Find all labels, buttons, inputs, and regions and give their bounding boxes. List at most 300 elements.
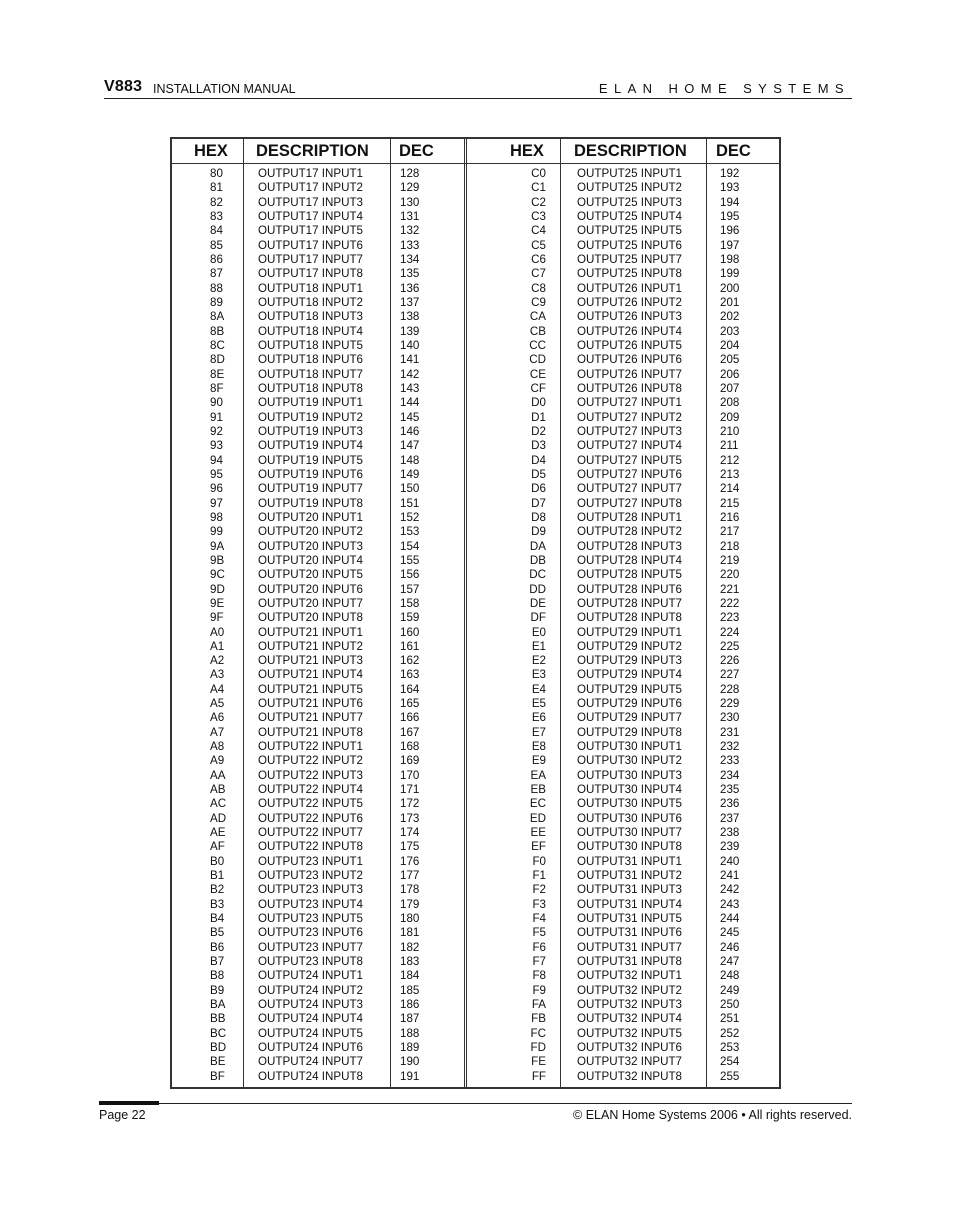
- hex-cell: B7: [210, 955, 225, 969]
- dec-cell: 145: [400, 410, 420, 424]
- hex-cell: FC: [530, 1026, 546, 1040]
- dec-cell: 203: [720, 324, 740, 338]
- description-cell: OUTPUT25 INPUT2: [577, 181, 683, 195]
- dec-cell: 227: [720, 668, 740, 682]
- description-cell: OUTPUT28 INPUT7: [577, 596, 683, 610]
- table-split-divider: [464, 139, 467, 1087]
- dec-cell: 171: [400, 783, 420, 797]
- description-cell: OUTPUT18 INPUT7: [258, 367, 364, 381]
- dec-cell: 233: [720, 754, 740, 768]
- dec-cell: 245: [720, 926, 740, 940]
- dec-cell: 236: [720, 797, 740, 811]
- description-cell: OUTPUT26 INPUT1: [577, 281, 683, 295]
- description-cell: OUTPUT21 INPUT1: [258, 625, 364, 639]
- dec-cell: 223: [720, 611, 740, 625]
- hex-cell: 80: [210, 167, 223, 180]
- header-hex-left: HEX: [194, 142, 228, 160]
- description-cell: OUTPUT20 INPUT6: [258, 582, 364, 596]
- description-cell: OUTPUT32 INPUT6: [577, 1041, 683, 1055]
- right-dec-column: [720, 167, 739, 1084]
- dec-cell: 152: [400, 510, 420, 524]
- description-cell: OUTPUT17 INPUT8: [258, 267, 364, 281]
- hex-cell: E3: [531, 668, 546, 682]
- description-cell: OUTPUT23 INPUT8: [258, 955, 364, 969]
- description-cell: OUTPUT23 INPUT5: [258, 912, 364, 926]
- dec-cell: 255: [720, 1069, 740, 1083]
- hex-cell: B5: [210, 926, 225, 940]
- hex-cell: AF: [210, 840, 225, 854]
- description-cell: OUTPUT17 INPUT1: [258, 167, 364, 180]
- hex-cell: E0: [531, 625, 546, 639]
- description-cell: OUTPUT24 INPUT5: [258, 1026, 364, 1040]
- dec-cell: 196: [720, 224, 740, 238]
- dec-cell: 229: [720, 697, 740, 711]
- dec-cell: 254: [720, 1055, 740, 1069]
- hex-cell: 82: [210, 195, 223, 209]
- dec-cell: 228: [720, 682, 740, 696]
- description-cell: OUTPUT30 INPUT4: [577, 783, 683, 797]
- dec-cell: 200: [720, 281, 740, 295]
- dec-cell: 151: [400, 496, 420, 510]
- hex-cell: B6: [210, 940, 225, 954]
- column-divider: [560, 139, 561, 1087]
- dec-cell: 184: [400, 969, 420, 983]
- dec-cell: 135: [400, 267, 420, 281]
- dec-cell: 199: [720, 267, 740, 281]
- dec-cell: 181: [400, 926, 420, 940]
- hex-cell: CC: [529, 338, 546, 352]
- dec-cell: 230: [720, 711, 740, 725]
- dec-cell: 194: [720, 195, 740, 209]
- hex-cell: 9D: [210, 582, 225, 596]
- hex-cell: E1: [531, 639, 546, 653]
- description-cell: OUTPUT23 INPUT1: [258, 854, 364, 868]
- description-cell: OUTPUT21 INPUT2: [258, 639, 364, 653]
- page-number: Page 22: [99, 1108, 146, 1122]
- hex-cell: 97: [210, 496, 223, 510]
- hex-cell: A0: [210, 625, 225, 639]
- hex-cell: 87: [210, 267, 223, 281]
- dec-cell: 164: [400, 682, 420, 696]
- description-cell: OUTPUT26 INPUT3: [577, 310, 683, 324]
- dec-cell: 154: [400, 539, 420, 553]
- dec-cell: 148: [400, 453, 420, 467]
- dec-cell: 187: [400, 1012, 420, 1026]
- dec-cell: 149: [400, 467, 420, 481]
- hex-cell: 9B: [210, 553, 225, 567]
- hex-cell: 95: [210, 467, 223, 481]
- dec-cell: 173: [400, 811, 420, 825]
- left-dec-column: [400, 167, 419, 1084]
- description-cell: OUTPUT18 INPUT1: [258, 281, 364, 295]
- hex-cell: B0: [210, 854, 225, 868]
- hex-cell: D3: [531, 439, 546, 453]
- hex-cell: 8B: [210, 324, 225, 338]
- dec-cell: 206: [720, 367, 740, 381]
- description-cell: OUTPUT19 INPUT5: [258, 453, 364, 467]
- hex-cell: AA: [210, 768, 226, 782]
- copyright-notice: © ELAN Home Systems 2006 • All rights reserved.: [573, 1108, 852, 1122]
- hex-cell: BF: [210, 1069, 225, 1083]
- hex-cell: E8: [531, 740, 546, 754]
- dec-cell: 252: [720, 1026, 740, 1040]
- dec-cell: 132: [400, 224, 420, 238]
- dec-cell: 212: [720, 453, 740, 467]
- hex-cell: E5: [531, 697, 546, 711]
- hex-cell: DF: [530, 611, 546, 625]
- hex-cell: 99: [210, 525, 223, 539]
- description-cell: OUTPUT23 INPUT3: [258, 883, 364, 897]
- description-cell: OUTPUT26 INPUT4: [577, 324, 683, 338]
- dec-cell: 219: [720, 553, 740, 567]
- dec-cell: 162: [400, 654, 420, 668]
- header-description-right: DESCRIPTION: [574, 142, 687, 160]
- description-cell: OUTPUT20 INPUT3: [258, 539, 364, 553]
- header-dec-left: DEC: [399, 142, 434, 160]
- description-cell: OUTPUT28 INPUT8: [577, 611, 683, 625]
- description-cell: OUTPUT17 INPUT2: [258, 181, 364, 195]
- dec-cell: 249: [720, 983, 740, 997]
- hex-cell: 91: [210, 410, 223, 424]
- description-cell: OUTPUT22 INPUT1: [258, 740, 364, 754]
- hex-cell: CD: [529, 353, 546, 367]
- description-cell: OUTPUT30 INPUT8: [577, 840, 683, 854]
- description-cell: OUTPUT28 INPUT4: [577, 553, 683, 567]
- hex-cell: 8E: [210, 367, 225, 381]
- dec-cell: 172: [400, 797, 420, 811]
- dec-cell: 142: [400, 367, 420, 381]
- description-cell: OUTPUT22 INPUT8: [258, 840, 364, 854]
- hex-cell: F1: [532, 869, 546, 883]
- dec-cell: 190: [400, 1055, 420, 1069]
- dec-cell: 167: [400, 725, 420, 739]
- hex-cell: B4: [210, 912, 225, 926]
- dec-cell: 161: [400, 639, 420, 653]
- hex-cell: A8: [210, 740, 225, 754]
- description-cell: OUTPUT29 INPUT5: [577, 682, 683, 696]
- description-cell: OUTPUT19 INPUT2: [258, 410, 364, 424]
- hex-cell: BA: [210, 998, 226, 1012]
- hex-cell: D2: [531, 424, 546, 438]
- dec-cell: 159: [400, 611, 420, 625]
- hex-cell: BC: [210, 1026, 227, 1040]
- dec-cell: 218: [720, 539, 740, 553]
- hex-cell: BE: [210, 1055, 226, 1069]
- description-cell: OUTPUT25 INPUT5: [577, 224, 683, 238]
- hex-cell: B2: [210, 883, 225, 897]
- hex-cell: 92: [210, 424, 223, 438]
- description-cell: OUTPUT32 INPUT5: [577, 1026, 683, 1040]
- hex-cell: C7: [531, 267, 546, 281]
- hex-cell: 9A: [210, 539, 225, 553]
- hex-cell: A4: [210, 682, 225, 696]
- description-cell: OUTPUT20 INPUT8: [258, 611, 364, 625]
- dec-cell: 208: [720, 396, 740, 410]
- hex-cell: F0: [532, 854, 546, 868]
- description-cell: OUTPUT24 INPUT8: [258, 1069, 364, 1083]
- dec-cell: 174: [400, 826, 420, 840]
- dec-cell: 235: [720, 783, 740, 797]
- hex-cell: DB: [529, 553, 546, 567]
- dec-cell: 213: [720, 467, 740, 481]
- description-cell: OUTPUT30 INPUT6: [577, 811, 683, 825]
- dec-cell: 140: [400, 338, 420, 352]
- description-cell: OUTPUT17 INPUT7: [258, 252, 364, 266]
- description-cell: OUTPUT21 INPUT5: [258, 682, 364, 696]
- hex-cell: C3: [531, 209, 546, 223]
- description-cell: OUTPUT29 INPUT7: [577, 711, 683, 725]
- dec-cell: 231: [720, 725, 740, 739]
- description-cell: OUTPUT24 INPUT1: [258, 969, 364, 983]
- description-cell: OUTPUT29 INPUT8: [577, 725, 683, 739]
- dec-cell: 166: [400, 711, 420, 725]
- hex-cell: AC: [210, 797, 227, 811]
- hex-cell: D6: [531, 482, 546, 496]
- description-cell: OUTPUT25 INPUT6: [577, 238, 683, 252]
- dec-cell: 201: [720, 295, 740, 309]
- description-cell: OUTPUT19 INPUT7: [258, 482, 364, 496]
- dec-cell: 186: [400, 998, 420, 1012]
- hex-cell: A6: [210, 711, 225, 725]
- hex-cell: DC: [529, 568, 546, 582]
- description-cell: OUTPUT30 INPUT1: [577, 740, 683, 754]
- dec-cell: 183: [400, 955, 420, 969]
- description-cell: OUTPUT20 INPUT7: [258, 596, 364, 610]
- hex-cell: EC: [529, 797, 546, 811]
- dec-cell: 247: [720, 955, 740, 969]
- footer-tab-mark: [99, 1101, 159, 1105]
- description-cell: OUTPUT23 INPUT7: [258, 940, 364, 954]
- hex-cell: D9: [531, 525, 546, 539]
- hex-cell: 8F: [210, 381, 224, 395]
- hex-cell: F7: [532, 955, 546, 969]
- hex-cell: 8A: [210, 310, 225, 324]
- description-cell: OUTPUT28 INPUT5: [577, 568, 683, 582]
- hex-cell: B1: [210, 869, 225, 883]
- dec-cell: 248: [720, 969, 740, 983]
- hex-cell: EF: [531, 840, 546, 854]
- hex-cell: CA: [529, 310, 546, 324]
- dec-cell: 147: [400, 439, 420, 453]
- hex-cell: FA: [531, 998, 546, 1012]
- hex-cell: D0: [531, 396, 546, 410]
- dec-cell: 130: [400, 195, 420, 209]
- dec-cell: 239: [720, 840, 740, 854]
- description-cell: OUTPUT28 INPUT1: [577, 510, 683, 524]
- description-cell: OUTPUT31 INPUT5: [577, 912, 683, 926]
- hex-cell: 8C: [210, 338, 225, 352]
- dec-cell: 211: [720, 439, 739, 453]
- dec-cell: 205: [720, 353, 740, 367]
- dec-cell: 253: [720, 1041, 740, 1055]
- description-cell: OUTPUT22 INPUT6: [258, 811, 364, 825]
- dec-cell: 202: [720, 310, 740, 324]
- dec-cell: 128: [400, 167, 420, 180]
- description-cell: OUTPUT17 INPUT5: [258, 224, 364, 238]
- dec-cell: 226: [720, 654, 740, 668]
- hex-cell: A9: [210, 754, 225, 768]
- left-hex-column: [210, 167, 226, 1084]
- hex-cell: C5: [531, 238, 546, 252]
- dec-cell: 163: [400, 668, 420, 682]
- manual-title: INSTALLATION MANUAL: [153, 82, 296, 96]
- hex-cell: 9E: [210, 596, 225, 610]
- dec-cell: 155: [400, 553, 420, 567]
- hex-cell: F6: [532, 940, 546, 954]
- dec-cell: 143: [400, 381, 420, 395]
- description-cell: OUTPUT27 INPUT7: [577, 482, 683, 496]
- left-description-column: [258, 167, 363, 1084]
- description-cell: OUTPUT21 INPUT4: [258, 668, 364, 682]
- description-cell: OUTPUT27 INPUT2: [577, 410, 683, 424]
- hex-cell: E4: [531, 682, 546, 696]
- description-cell: OUTPUT26 INPUT6: [577, 353, 683, 367]
- dec-cell: 217: [720, 525, 740, 539]
- description-cell: OUTPUT20 INPUT4: [258, 553, 364, 567]
- hex-cell: A7: [210, 725, 225, 739]
- dec-cell: 134: [400, 252, 420, 266]
- hex-cell: FF: [531, 1069, 546, 1083]
- model-name: V883: [104, 78, 143, 95]
- description-cell: OUTPUT18 INPUT8: [258, 381, 364, 395]
- header-dec-right: DEC: [716, 142, 751, 160]
- dec-cell: 157: [400, 582, 420, 596]
- hex-cell: 85: [210, 238, 223, 252]
- dec-cell: 240: [720, 854, 740, 868]
- dec-cell: 177: [400, 869, 420, 883]
- dec-cell: 215: [720, 496, 740, 510]
- dec-cell: 189: [400, 1041, 420, 1055]
- dec-cell: 243: [720, 897, 740, 911]
- description-cell: OUTPUT30 INPUT7: [577, 826, 683, 840]
- hex-cell: 98: [210, 510, 223, 524]
- description-cell: OUTPUT29 INPUT3: [577, 654, 683, 668]
- description-cell: OUTPUT29 INPUT4: [577, 668, 683, 682]
- description-cell: OUTPUT29 INPUT1: [577, 625, 683, 639]
- hex-cell: 9C: [210, 568, 225, 582]
- description-cell: OUTPUT24 INPUT6: [258, 1041, 364, 1055]
- description-cell: OUTPUT21 INPUT6: [258, 697, 364, 711]
- dec-cell: 207: [720, 381, 740, 395]
- hex-cell: C2: [531, 195, 546, 209]
- column-divider: [390, 139, 391, 1087]
- hex-cell: F3: [532, 897, 546, 911]
- dec-cell: 158: [400, 596, 420, 610]
- hex-cell: DE: [529, 596, 546, 610]
- hex-cell: A2: [210, 654, 225, 668]
- hex-cell: F5: [532, 926, 546, 940]
- hex-cell: D1: [531, 410, 546, 424]
- dec-cell: 195: [720, 209, 740, 223]
- hex-cell: AE: [210, 826, 226, 840]
- description-cell: OUTPUT26 INPUT8: [577, 381, 683, 395]
- hex-cell: EB: [530, 783, 546, 797]
- dec-cell: 238: [720, 826, 740, 840]
- footer-rule: [99, 1103, 852, 1104]
- dec-cell: 214: [720, 482, 740, 496]
- description-cell: OUTPUT25 INPUT1: [577, 167, 683, 180]
- hex-cell: DD: [529, 582, 546, 596]
- description-cell: OUTPUT26 INPUT7: [577, 367, 683, 381]
- dec-cell: 244: [720, 912, 740, 926]
- hex-cell: 9F: [210, 611, 224, 625]
- description-cell: OUTPUT18 INPUT2: [258, 295, 364, 309]
- description-cell: OUTPUT27 INPUT1: [577, 396, 683, 410]
- dec-cell: 160: [400, 625, 420, 639]
- dec-cell: 198: [720, 252, 740, 266]
- description-cell: OUTPUT31 INPUT3: [577, 883, 683, 897]
- description-cell: OUTPUT32 INPUT4: [577, 1012, 683, 1026]
- description-cell: OUTPUT27 INPUT3: [577, 424, 683, 438]
- dec-cell: 225: [720, 639, 740, 653]
- description-cell: OUTPUT23 INPUT4: [258, 897, 364, 911]
- dec-cell: 221: [720, 582, 740, 596]
- hex-cell: D7: [531, 496, 546, 510]
- dec-cell: 170: [400, 768, 420, 782]
- description-cell: OUTPUT25 INPUT4: [577, 209, 683, 223]
- description-cell: OUTPUT28 INPUT6: [577, 582, 683, 596]
- dec-cell: 141: [400, 353, 420, 367]
- dec-cell: 179: [400, 897, 420, 911]
- dec-cell: 150: [400, 482, 420, 496]
- hex-cell: D4: [531, 453, 546, 467]
- description-cell: OUTPUT28 INPUT2: [577, 525, 683, 539]
- description-cell: OUTPUT19 INPUT8: [258, 496, 364, 510]
- description-cell: OUTPUT18 INPUT4: [258, 324, 364, 338]
- brand-name: ELAN HOME SYSTEMS: [598, 81, 850, 96]
- hex-cell: 93: [210, 439, 223, 453]
- header-hex-right: HEX: [510, 142, 544, 160]
- dec-cell: 241: [720, 869, 740, 883]
- hex-cell: 89: [210, 295, 223, 309]
- description-cell: OUTPUT23 INPUT6: [258, 926, 364, 940]
- description-cell: OUTPUT27 INPUT5: [577, 453, 683, 467]
- description-cell: OUTPUT18 INPUT3: [258, 310, 364, 324]
- hex-cell: B8: [210, 969, 225, 983]
- hex-cell: BD: [210, 1041, 227, 1055]
- dec-cell: 246: [720, 940, 740, 954]
- description-cell: OUTPUT28 INPUT3: [577, 539, 683, 553]
- dec-cell: 169: [400, 754, 420, 768]
- description-cell: OUTPUT27 INPUT8: [577, 496, 683, 510]
- description-cell: OUTPUT22 INPUT7: [258, 826, 364, 840]
- description-cell: OUTPUT31 INPUT2: [577, 869, 683, 883]
- hex-cell: F9: [532, 983, 546, 997]
- dec-cell: 131: [400, 209, 420, 223]
- hex-cell: CB: [529, 324, 546, 338]
- dec-cell: 182: [400, 940, 420, 954]
- dec-cell: 178: [400, 883, 420, 897]
- description-cell: OUTPUT20 INPUT1: [258, 510, 364, 524]
- description-cell: OUTPUT20 INPUT2: [258, 525, 364, 539]
- description-cell: OUTPUT32 INPUT1: [577, 969, 683, 983]
- hex-cell: E9: [531, 754, 546, 768]
- dec-cell: 144: [400, 396, 420, 410]
- dec-cell: 175: [400, 840, 420, 854]
- dec-cell: 220: [720, 568, 740, 582]
- dec-cell: 146: [400, 424, 420, 438]
- description-cell: OUTPUT25 INPUT3: [577, 195, 683, 209]
- dec-cell: 185: [400, 983, 420, 997]
- hex-cell: C8: [531, 281, 546, 295]
- column-divider: [243, 139, 244, 1087]
- hex-cell: F8: [532, 969, 546, 983]
- hex-cell: D5: [531, 467, 546, 481]
- hex-cell: 94: [210, 453, 223, 467]
- dec-cell: 139: [400, 324, 420, 338]
- description-cell: OUTPUT31 INPUT6: [577, 926, 683, 940]
- hex-cell: A1: [210, 639, 225, 653]
